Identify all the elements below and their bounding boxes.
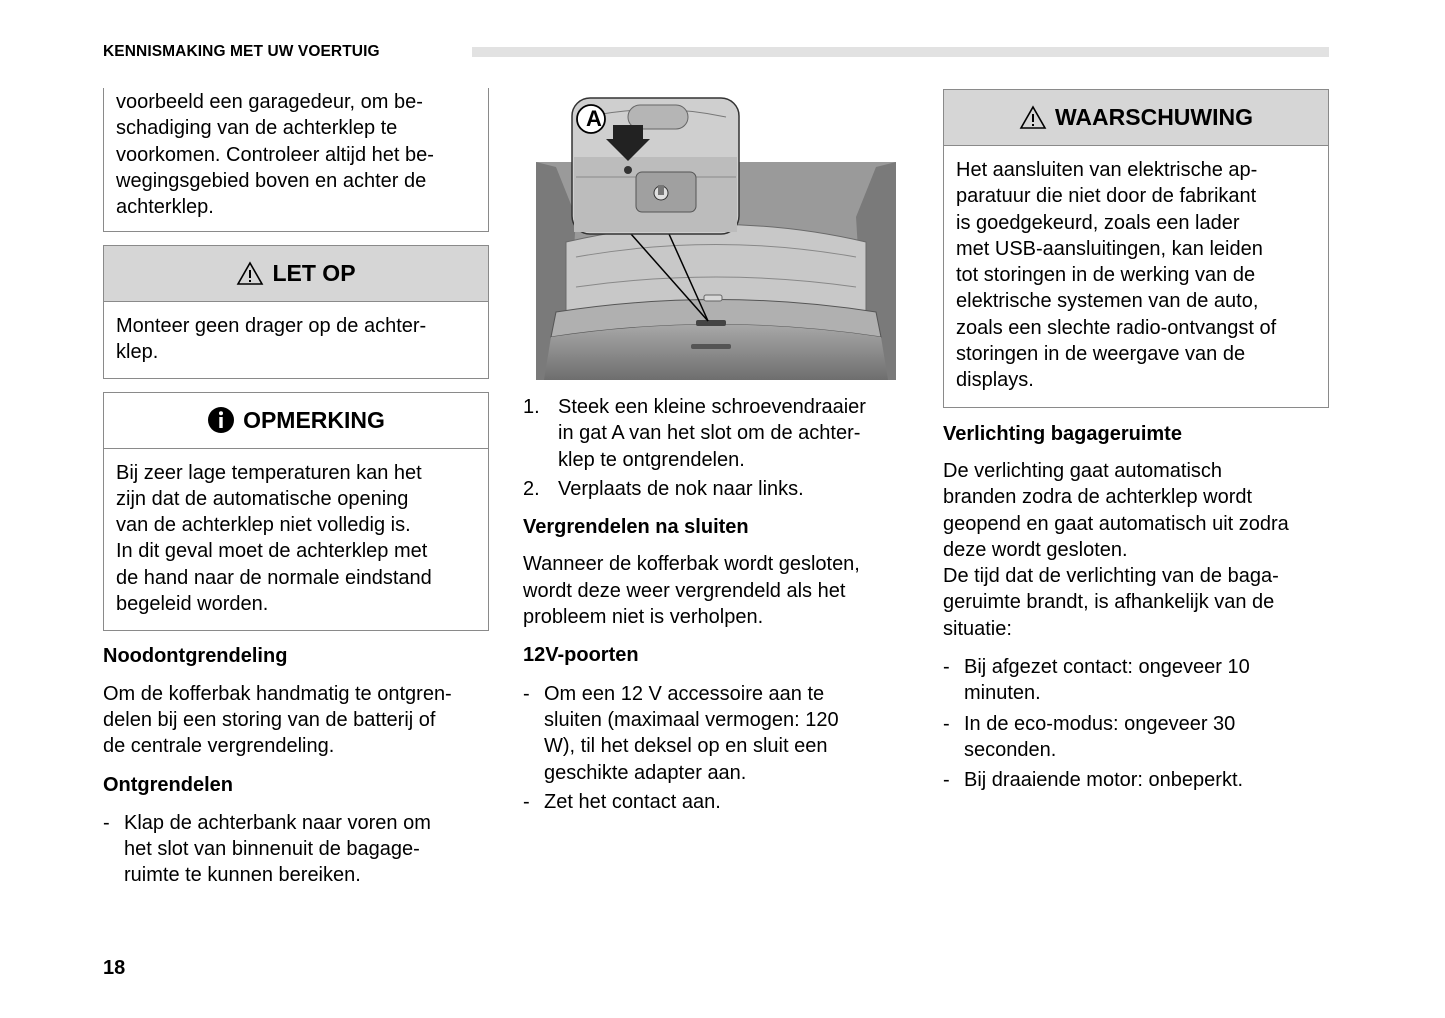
text-line: geopend en gaat automatisch uit zodra [943, 512, 1289, 535]
bullet-marker: - [523, 790, 530, 813]
text-line: De tijd dat de verlichting van de baga- [943, 565, 1279, 588]
text-line: Klap de achterbank naar voren om [124, 811, 431, 834]
text-line: voorbeeld een garagedeur, om be- [116, 91, 423, 113]
warning-triangle-icon [1019, 105, 1047, 130]
step-item [523, 394, 903, 473]
text-line: het slot van binnenuit de bagage- [124, 838, 420, 861]
text-line: achterklep. [116, 196, 214, 219]
bullet-item [943, 654, 1329, 707]
text-line: klep. [116, 341, 159, 364]
info-icon [207, 406, 235, 434]
text-line: geschikte adapter aan. [544, 761, 747, 784]
column-2 [523, 394, 903, 815]
warning-box [943, 89, 1329, 408]
caution-title: LET OP [272, 260, 356, 287]
text-line: ruimte te kunnen bereiken. [124, 864, 361, 887]
text-line: in gat A van het slot om de achter- [558, 422, 861, 445]
text-line: klep te ontgrendelen. [558, 448, 745, 471]
step-marker: 1. [523, 396, 540, 418]
bullet-item [103, 810, 489, 889]
bullet-item [523, 789, 903, 815]
bullet-item [523, 681, 903, 786]
step-marker: 2. [523, 477, 540, 500]
bullet-item [943, 711, 1329, 764]
text-line: zoals een slechte radio-ontvangst of [956, 316, 1277, 339]
text-line: W), til het deksel op en sluit een [544, 735, 828, 758]
text-line: branden zodra de achterklep wordt [943, 486, 1253, 509]
text-line: de centrale vergrendeling. [103, 735, 335, 758]
text-line: wordt deze weer vergrendeld als het [523, 579, 846, 602]
callout-label-a: A [586, 106, 602, 131]
text-line: van de achterklep niet volledig is. [116, 514, 411, 537]
tailgate-lock-illustration [536, 97, 896, 380]
text-line: minuten. [964, 682, 1041, 705]
text-line: de hand naar de normale eindstand [116, 566, 432, 589]
text-line: Bij draaiende motor: onbeperkt. [964, 769, 1244, 792]
section-heading: 12V-poorten [523, 644, 639, 667]
text-line: tot storingen in de werking van de [956, 264, 1256, 287]
text-line: deze wordt gesloten. [943, 538, 1128, 561]
warning-title: WAARSCHUWING [1054, 104, 1254, 131]
caution-header [104, 246, 488, 302]
step-item [523, 476, 903, 502]
text-line: De verlichting gaat automatisch [943, 459, 1223, 482]
text-line: wegingsgebied boven en achter de [116, 169, 427, 192]
bullet-marker: - [943, 712, 950, 735]
section-heading: Vergrendelen na sluiten [523, 516, 749, 539]
text-line: In de eco-modus: ongeveer 30 [964, 712, 1236, 735]
text-line: Het aansluiten van elektrische ap- [956, 159, 1258, 181]
text-line: Bij afgezet contact: ongeveer 10 [964, 656, 1250, 679]
bullet-marker: - [943, 656, 950, 679]
bullet-item [943, 767, 1329, 793]
text-line: Zet het contact aan. [544, 790, 721, 813]
text-line: situatie: [943, 617, 1012, 640]
column-1 [103, 88, 489, 889]
page-number: 18 [103, 957, 126, 979]
text-line: sluiten (maximaal vermogen: 120 [544, 708, 839, 731]
text-line: Monteer geen drager op de achter- [116, 315, 427, 337]
note-header [104, 393, 488, 449]
text-line: probleem niet is verholpen. [523, 606, 764, 629]
caution-box [103, 245, 489, 379]
section-heading: Noodontgrendeling [103, 645, 288, 668]
text-line: Om een 12 V accessoire aan te [544, 682, 825, 705]
text-line: zijn dat de automatische opening [116, 487, 409, 510]
text-line: Steek een kleine schroevendraaier [558, 396, 866, 418]
bullet-marker: - [523, 682, 530, 705]
note-title: OPMERKING [243, 406, 385, 433]
warning-triangle-icon [236, 261, 264, 286]
bullet-marker: - [103, 811, 110, 834]
section-heading: Ontgrendelen [103, 773, 234, 796]
text-line: met USB-aansluitingen, kan leiden [956, 237, 1263, 260]
column-3 [943, 89, 1329, 794]
text-line: In dit geval moet de achterklep met [116, 540, 428, 563]
text-line: schadiging van de achterklep te [116, 117, 398, 140]
text-line: seconden. [964, 738, 1057, 761]
header-rule [472, 47, 1329, 57]
section-heading: Verlichting bagageruimte [943, 422, 1182, 445]
section-header-title: KENNISMAKING MET UW VOERTUIG [103, 43, 380, 60]
warning-header [944, 90, 1328, 146]
text-line: begeleid worden. [116, 593, 269, 616]
continued-warning-box [103, 88, 489, 232]
text-line: is goedgekeurd, zoals een lader [956, 211, 1240, 234]
text-line: Om de kofferbak handmatig te ontgren- [103, 682, 452, 705]
text-line: Wanneer de kofferbak wordt gesloten, [523, 553, 860, 576]
text-line: storingen in de weergave van de [956, 343, 1246, 366]
text-line: Verplaats de nok naar links. [558, 477, 804, 500]
text-line: displays. [956, 369, 1034, 392]
text-line: voorkomen. Controleer altijd het be- [116, 143, 434, 166]
text-line: geruimte brandt, is afhankelijk van de [943, 591, 1275, 614]
text-line: Bij zeer lage temperaturen kan het [116, 461, 422, 484]
text-line: elektrische systemen van de auto, [956, 290, 1259, 313]
note-box [103, 392, 489, 632]
bullet-marker: - [943, 769, 950, 792]
text-line: paratuur die niet door de fabrikant [956, 185, 1257, 208]
text-line: delen bij een storing van de batterij of [103, 708, 436, 731]
